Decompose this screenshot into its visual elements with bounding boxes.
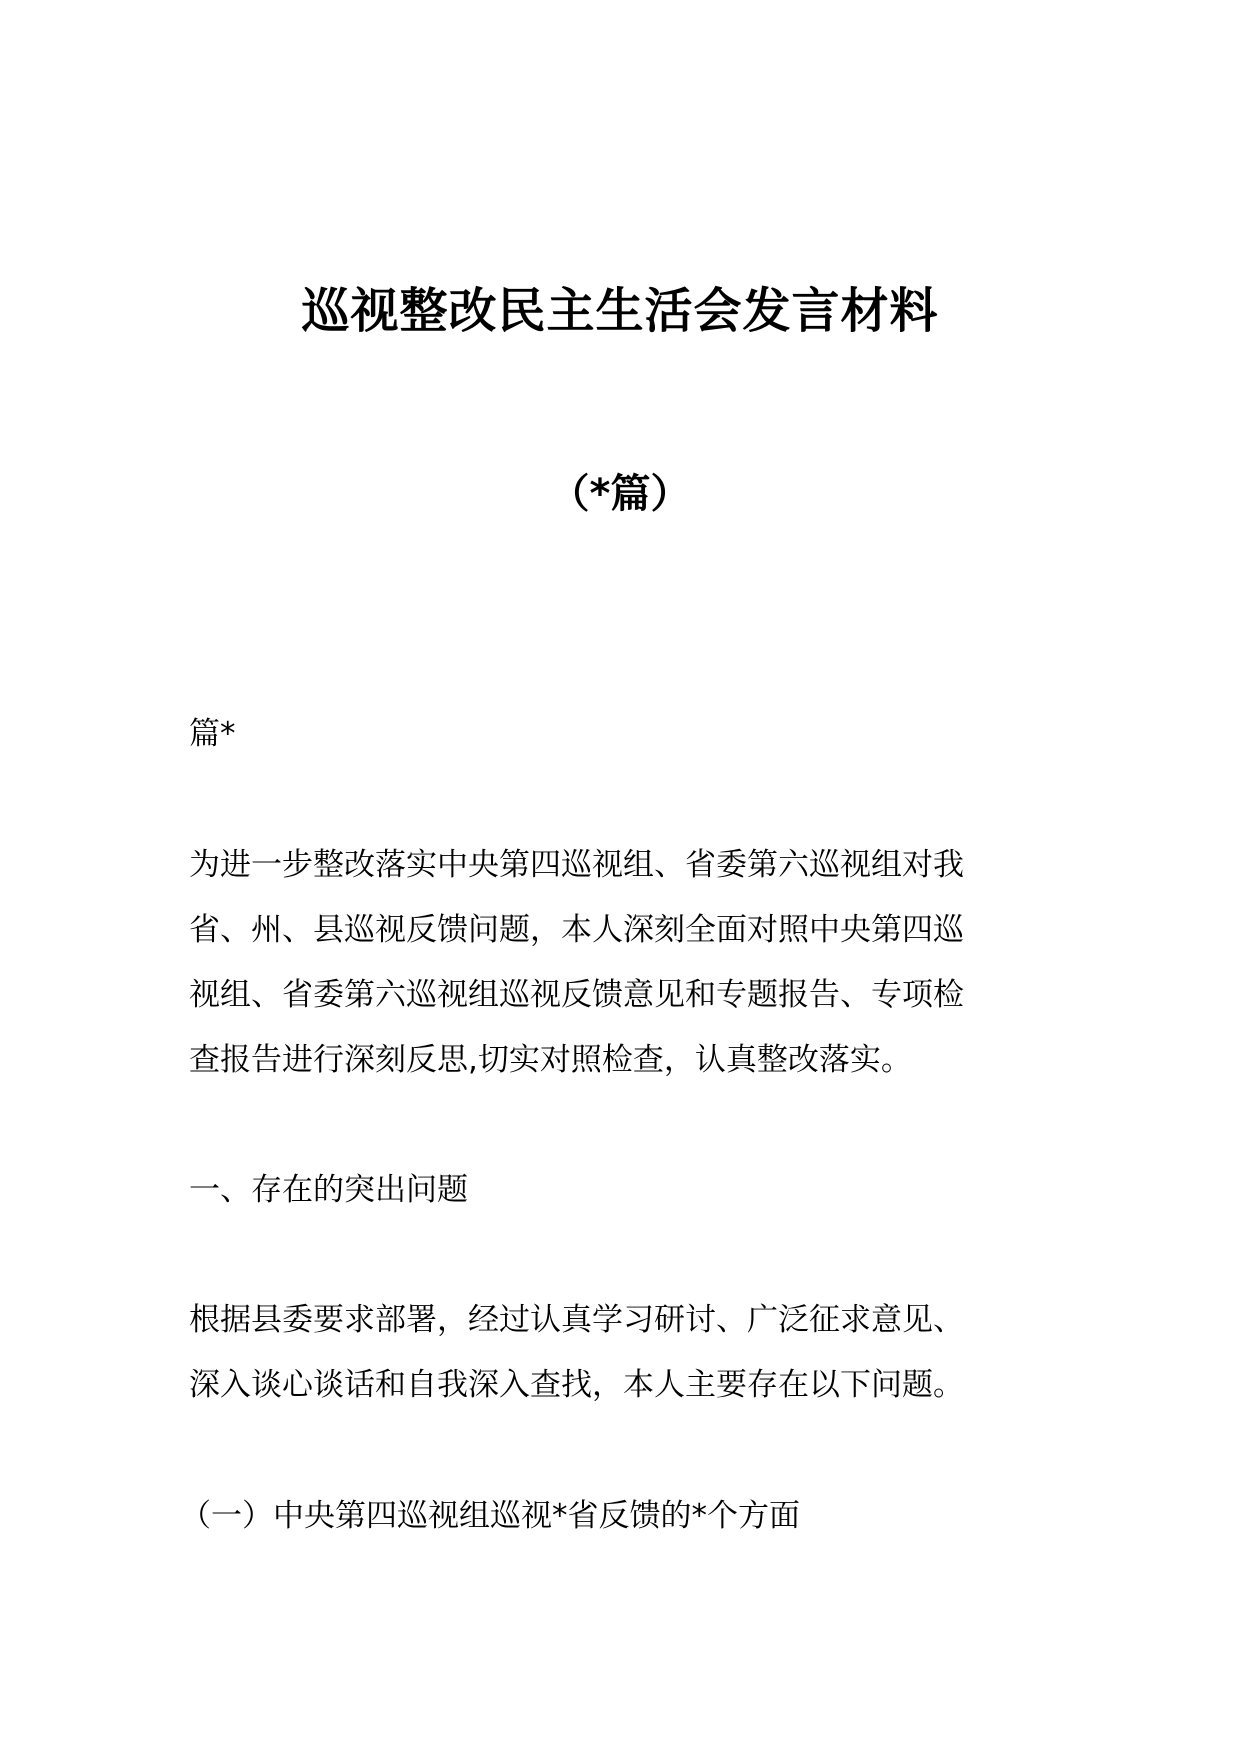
section-label: 篇* [189,716,236,752]
text-line: 根据县委要求部署，经过认真学习研讨、广泛征求意见、 [189,1302,964,1338]
text-line: 查报告进行深刻反思,切实对照检查，认真整改落实。 [189,1042,912,1078]
heading-problems: 一、存在的突出问题 [189,1172,468,1208]
text-line: 深入谈心谈话和自我深入查找，本人主要存在以下问题。 [189,1367,964,1403]
subheading-central-inspection: （一）中央第四巡视组巡视*省反馈的*个方面 [180,1498,800,1534]
document-title: 巡视整改民主生活会发言材料 [301,283,939,339]
text-line: 视组、省委第六巡视组巡视反馈意见和专题报告、专项检 [189,977,964,1013]
intro-paragraph [189,833,1069,1093]
text-line: 省、州、县巡视反馈问题，本人深刻全面对照中央第四巡 [189,912,964,948]
problems-paragraph [189,1288,1069,1418]
document-subtitle: （*篇） [549,471,691,517]
text-line: 为进一步整改落实中央第四巡视组、省委第六巡视组对我 [189,847,964,883]
